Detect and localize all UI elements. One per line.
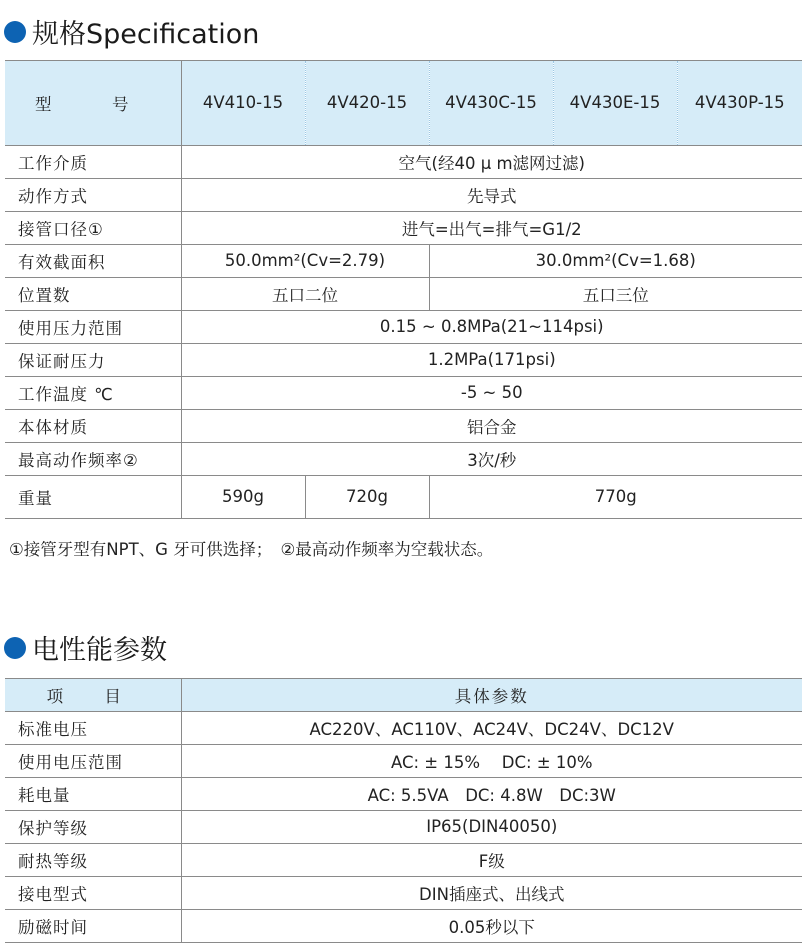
row-label: 使用电压范围 — [5, 744, 181, 777]
model-4v430p: 4V430P-15 — [677, 61, 802, 145]
table-row — [5, 744, 802, 777]
row-label: 使用压力范围 — [5, 310, 181, 343]
row-value: DIN插座式、出线式 — [181, 876, 802, 909]
table-row — [5, 244, 802, 277]
row-value: 铝合金 — [181, 409, 802, 442]
model-4v410: 4V410-15 — [181, 61, 305, 145]
row-value: AC: ± 15% DC: ± 10% — [181, 744, 802, 777]
row-label: 有效截面积 — [5, 244, 181, 277]
item-header: 项 目 — [5, 679, 181, 711]
model-4v430e: 4V430E-15 — [553, 61, 677, 145]
elec-header-row — [5, 679, 802, 711]
row-value: 1.2MPa(171psi) — [181, 343, 802, 376]
model-label: 型 号 — [5, 61, 181, 145]
row-value: 空气(经40 μ m滤网过滤) — [181, 145, 802, 178]
spec-section-title — [0, 12, 259, 51]
row-label: 保证耐压力 — [5, 343, 181, 376]
row-value: 3次/秒 — [181, 442, 802, 475]
table-row — [5, 211, 802, 244]
table-row — [5, 909, 802, 942]
row-label: 接管口径① — [5, 211, 181, 244]
row-value: 50.0mm²(Cv=2.79) — [181, 244, 429, 277]
row-label: 标准电压 — [5, 711, 181, 744]
model-4v420: 4V420-15 — [305, 61, 429, 145]
elec-title: 电性能参数 — [32, 635, 167, 666]
table-row — [5, 343, 802, 376]
table-row — [5, 475, 802, 518]
table-row — [5, 843, 802, 876]
row-value: AC: 5.5VA DC: 4.8W DC:3W — [181, 777, 802, 810]
row-value: -5 ~ 50 — [181, 376, 802, 409]
row-value: 先导式 — [181, 178, 802, 211]
bullet-icon — [4, 637, 26, 659]
row-label: 位置数 — [5, 277, 181, 310]
row-label: 最高动作频率② — [5, 442, 181, 475]
row-label: 工作介质 — [5, 145, 181, 178]
table-row — [5, 711, 802, 744]
spec-table — [5, 61, 802, 519]
row-label: 接电型式 — [5, 876, 181, 909]
table-row — [5, 145, 802, 178]
spec-footnote: ①接管牙型有NPT、G 牙可供选择； ②最高动作频率为空载状态。 — [9, 540, 494, 559]
row-label: 动作方式 — [5, 178, 181, 211]
row-label: 耐热等级 — [5, 843, 181, 876]
table-row — [5, 777, 802, 810]
table-row — [5, 277, 802, 310]
table-row — [5, 409, 802, 442]
row-value: 770g — [429, 475, 802, 518]
table-row — [5, 310, 802, 343]
row-value: IP65(DIN40050) — [181, 810, 802, 843]
params-header: 具体参数 — [181, 679, 802, 711]
row-value: 五口三位 — [429, 277, 802, 310]
table-row — [5, 178, 802, 211]
electrical-table — [5, 679, 802, 943]
row-label: 重量 — [5, 475, 181, 518]
bullet-icon — [4, 21, 26, 43]
row-value: 0.05秒以下 — [181, 909, 802, 942]
spec-title: 规格Specification — [32, 19, 260, 50]
row-label: 本体材质 — [5, 409, 181, 442]
model-4v430c: 4V430C-15 — [429, 61, 553, 145]
elec-section-title — [0, 628, 167, 667]
row-value: 五口二位 — [181, 277, 429, 310]
table-row — [5, 810, 802, 843]
spec-header-row — [5, 61, 802, 145]
row-label: 励磁时间 — [5, 909, 181, 942]
row-label: 保护等级 — [5, 810, 181, 843]
row-value: 30.0mm²(Cv=1.68) — [429, 244, 802, 277]
table-row — [5, 876, 802, 909]
row-label: 耗电量 — [5, 777, 181, 810]
table-row — [5, 442, 802, 475]
table-row — [5, 376, 802, 409]
row-label: 工作温度 ℃ — [5, 376, 181, 409]
row-value: 720g — [305, 475, 429, 518]
row-value: 590g — [181, 475, 305, 518]
row-value: 0.15 ~ 0.8MPa(21~114psi) — [181, 310, 802, 343]
row-value: 进气=出气=排气=G1/2 — [181, 211, 802, 244]
row-value: AC220V、AC110V、AC24V、DC24V、DC12V — [181, 711, 802, 744]
row-value: F级 — [181, 843, 802, 876]
